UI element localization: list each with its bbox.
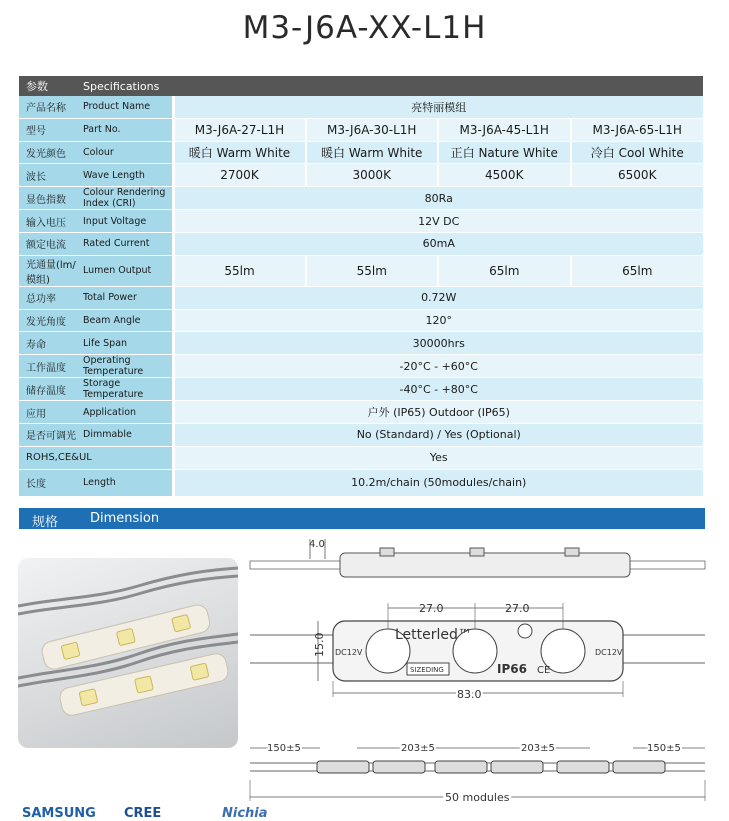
side-view [250,539,705,577]
value-cell-span: 10.2m/chain (50modules/chain) [173,469,703,496]
row-label-cn: 是否可调光 [19,423,79,446]
row-label-en: Wave Length [79,164,173,187]
row-label-en: Part No. [79,118,173,141]
table-header-row [19,76,703,96]
row-label-en: Dimmable [79,423,173,446]
value-cell: 65lm [438,255,571,286]
modules-count-label: 50 modules [445,791,510,804]
row-label-cn: 光通量(lm/模组) [19,255,79,286]
table-row [19,255,703,286]
header-cn: 参数 [19,76,79,96]
row-label-cn: 波长 [19,164,79,187]
row-label-cn: 工作温度 [19,355,79,378]
cree-logo: CREE [124,806,162,821]
height-label: 15.0 [313,632,326,657]
row-label-en: Input Voltage [79,210,173,233]
table-row [19,187,703,210]
value-cell: 65lm [571,255,704,286]
table-row [19,232,703,255]
value-cell-span: -20°C - +60°C [173,355,703,378]
row-label-cn: 长度 [19,469,79,496]
value-cell: 6500K [571,164,704,187]
ce-mark: CE [537,665,551,676]
row-label-cn: 额定电流 [19,232,79,255]
letterled-logo: Letterled™ [395,627,472,643]
value-cell: 正白 Nature White [438,141,571,164]
header-en: Specifications [79,76,173,96]
table-row [19,164,703,187]
voltage-right-label: DC12V [595,648,623,657]
row-label-cn: 显色指数 [19,187,79,210]
value-cell-span: 120° [173,309,703,332]
spec-table [19,76,703,497]
row-label-cn: ROHS,CE&UL [19,446,79,469]
value-cell: 3000K [306,164,439,187]
value-cell-span: 60mA [173,232,703,255]
spacing-1-label: 203±5 [401,743,435,754]
spacing-2-label: 203±5 [521,743,555,754]
row-label-en: Lumen Output [79,255,173,286]
dimension-title-en: Dimension [90,511,160,526]
row-label-cn: 总功率 [19,286,79,309]
value-cell-span: 0.72W [173,286,703,309]
table-row [19,469,703,496]
row-label-en: Total Power [79,286,173,309]
pitch-left-label: 27.0 [419,602,444,615]
table-row [19,210,703,233]
product-photo [18,558,238,748]
page-title: M3-J6A-XX-L1H [242,10,487,46]
value-cell: 55lm [306,255,439,286]
led-module-photo-image [18,558,238,748]
voltage-left-label: DC12V [335,648,363,657]
value-cell-span: No (Standard) / Yes (Optional) [173,423,703,446]
row-label-en: Application [79,401,173,424]
table-row [19,423,703,446]
row-label-en: Colour [79,141,173,164]
table-row [19,309,703,332]
row-label-cn: 应用 [19,401,79,424]
value-cell-span: Yes [173,446,703,469]
table-row [19,118,703,141]
table-row [19,96,703,118]
dimension-title-cn: 规格 [32,515,59,530]
row-label-en: Beam Angle [79,309,173,332]
row-label-cn: 寿命 [19,332,79,355]
value-cell: 冷白 Cool White [571,141,704,164]
header-fill [173,76,703,96]
samsung-logo: SAMSUNG [22,806,96,821]
dimension-drawing [245,535,710,807]
value-cell-span: 12V DC [173,210,703,233]
dimension-header-bar [19,508,705,529]
value-cell: 4500K [438,164,571,187]
table-row [19,401,703,424]
value-cell-span: 亮特丽模组 [173,96,703,118]
value-cell: 暖白 Warm White [306,141,439,164]
value-cell: 2700K [173,164,306,187]
value-cell: M3-J6A-27-L1H [173,118,306,141]
table-row [19,446,703,469]
pitch-right-label: 27.0 [505,602,530,615]
value-cell: M3-J6A-30-L1H [306,118,439,141]
row-label-cn: 输入电压 [19,210,79,233]
table-row [19,141,703,164]
row-label-en: Product Name [79,96,173,118]
nichia-logo: Nichia [222,806,268,821]
value-cell: 暖白 Warm White [173,141,306,164]
lead-right-label: 150±5 [647,743,681,754]
thickness-label: 4.0 [309,539,325,550]
value-cell-span: 30000hrs [173,332,703,355]
ip66-mark: IP66 [497,662,527,676]
row-label-cn: 发光角度 [19,309,79,332]
table-row [19,332,703,355]
value-cell: M3-J6A-65-L1H [571,118,704,141]
row-label-en: Colour Rendering Index (CRI) [79,187,173,210]
lead-left-label: 150±5 [267,743,301,754]
value-cell-span: 户外 (IP65) Outdoor (IP65) [173,401,703,424]
chain-view [250,743,705,804]
sizeding-mark: SIZEDING [410,666,444,674]
row-label-cn: 储存温度 [19,378,79,401]
row-label-cn: 型号 [19,118,79,141]
value-cell-span: 80Ra [173,187,703,210]
row-label-en: Storage Temperature [79,378,173,401]
row-label-en: Operating Temperature [79,355,173,378]
value-cell-span: -40°C - +80°C [173,378,703,401]
row-label-en: Life Span [79,332,173,355]
row-label-cn: 发光颜色 [19,141,79,164]
value-cell: M3-J6A-45-L1H [438,118,571,141]
table-row [19,355,703,378]
table-row [19,286,703,309]
row-label-en [79,446,173,469]
value-cell: 55lm [173,255,306,286]
row-label-en: Length [79,469,173,496]
width-label: 83.0 [457,688,482,701]
top-view [250,602,705,701]
row-label-en: Rated Current [79,232,173,255]
row-label-cn: 产品名称 [19,96,79,118]
table-row [19,378,703,401]
